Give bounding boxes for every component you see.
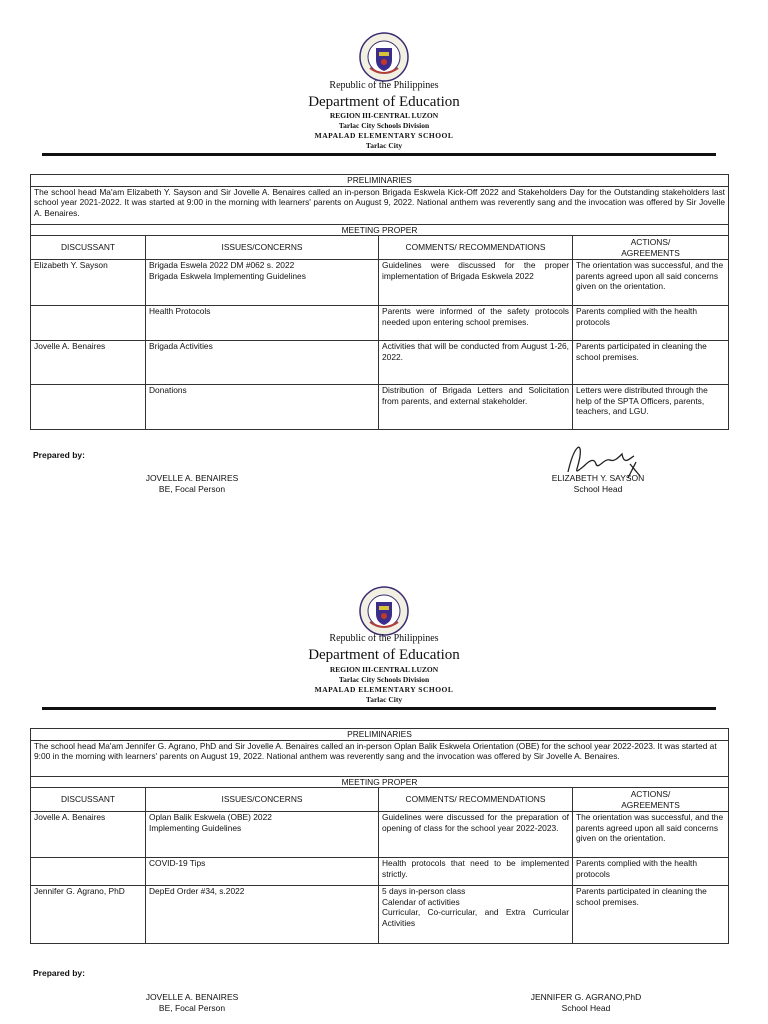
city-line: Tarlac City (365, 695, 403, 704)
prepared-title: BE, Focal Person (158, 484, 226, 494)
col-comments: COMMENTS/ RECOMMENDATIONS (379, 236, 573, 260)
preliminaries-heading: PRELIMINARIES (31, 729, 729, 741)
table-row (31, 341, 729, 385)
school-head-block (486, 992, 686, 1014)
minutes-table-2 (30, 728, 729, 944)
meeting-proper-heading: MEETING PROPER (31, 776, 729, 788)
deped-seal-icon (359, 32, 409, 82)
prepared-by-block (92, 473, 292, 495)
region-line: REGION III-CENTRAL LUZON (329, 111, 439, 120)
col-actions: ACTIONS/ AGREEMENTS (573, 236, 729, 260)
issues-cell: Health Protocols (146, 306, 379, 341)
prepared-title: BE, Focal Person (158, 1003, 226, 1013)
school-head-block (498, 473, 698, 495)
prepared-by-label: Prepared by: (33, 450, 85, 460)
issues-cell: COVID-19 Tips (146, 858, 379, 886)
republic-line: Republic of the Philippines (329, 633, 439, 644)
minutes-table-1 (30, 174, 729, 430)
col-discussant: DISCUSSANT (31, 236, 146, 260)
preliminaries-text: The school head Ma'am Jennifer G. Agrano, PhD and Sir Jovelle A. Benaires called an in-person Oplan Balik Eskwela Orientation (OBE) for the school year 2022-2023. It was started at 9:00 in the morning with learners' parents on August 19, 2022. National anthem was reverently sang and the invocation was offered by Sir Jovelle A. Benaires. (31, 740, 729, 776)
issues-cell: Brigada Eswela 2022 DM #062 s. 2022 Brigada Eskwela Implementing Guidelines (146, 260, 379, 306)
actions-cell: Letters were distributed through the help of the SPTA Officers, parents, teachers, and LGU. (573, 385, 729, 430)
actions-cell: Parents complied with the health protocols (573, 306, 729, 341)
head-name: JENNIFER G. AGRANO,PhD (530, 992, 642, 1002)
republic-line: Republic of the Philippines (329, 80, 439, 91)
table-header-row (31, 236, 729, 260)
prepared-by-label: Prepared by: (33, 968, 85, 978)
discussant-cell (31, 306, 146, 341)
head-name: ELIZABETH Y. SAYSON (551, 473, 645, 483)
col-issues: ISSUES/CONCERNS (146, 236, 379, 260)
table-row (31, 385, 729, 430)
discussant-cell (31, 385, 146, 430)
table-row (31, 306, 729, 341)
region-line: REGION III-CENTRAL LUZON (329, 665, 439, 674)
prepared-name: JOVELLE A. BENAIRES (145, 473, 239, 483)
col-issues: ISSUES/CONCERNS (146, 788, 379, 812)
discussant-cell: Jovelle A. Benaires (31, 812, 146, 858)
actions-cell: The orientation was successful, and the parents agreed upon all said concerns given on the orientation. (573, 260, 729, 306)
table-row (31, 858, 729, 886)
issues-cell: Donations (146, 385, 379, 430)
table-row (31, 260, 729, 306)
actions-cell: Parents participated in cleaning the school premises. (573, 341, 729, 385)
meeting-proper-heading: MEETING PROPER (31, 224, 729, 236)
department-title: Department of Education (308, 647, 460, 663)
col-actions: ACTIONS/ AGREEMENTS (573, 788, 729, 812)
issues-cell: Oplan Balik Eskwela (OBE) 2022 Implementing Guidelines (146, 812, 379, 858)
header-rule (42, 153, 716, 156)
school-line: MAPALAD ELEMENTARY SCHOOL (314, 685, 454, 694)
preliminaries-heading: PRELIMINARIES (31, 175, 729, 187)
comments-cell: Activities that will be conducted from August 1-26, 2022. (379, 341, 573, 385)
division-line: Tarlac City Schools Division (338, 121, 430, 130)
prepared-by-block (92, 992, 292, 1014)
col-discussant: DISCUSSANT (31, 788, 146, 812)
header-rule (42, 707, 716, 710)
table-header-row (31, 788, 729, 812)
comments-cell: Guidelines were discussed for the preparation of opening of class for the school year 2022-2023. (379, 812, 573, 858)
comments-cell: Distribution of Brigada Letters and Solicitation from parents, and external stakeholder. (379, 385, 573, 430)
discussant-cell: Elizabeth Y. Sayson (31, 260, 146, 306)
school-line: MAPALAD ELEMENTARY SCHOOL (314, 131, 454, 140)
division-line: Tarlac City Schools Division (338, 675, 430, 684)
preliminaries-text: The school head Ma'am Elizabeth Y. Sayson and Sir Jovelle A. Benaires called an in-person Brigada Eskwela Kick-Off 2022 and Stakeholders Day for the Outstanding stakeholders last school year 2021-2022. It was started at 9:00 in the morning with learners' parents on August 9, 2022. National anthem was reverently sang and the invocation was offered by Sir Jovelle A. Benaires. (31, 186, 729, 224)
discussant-cell: Jovelle A. Benaires (31, 341, 146, 385)
deped-seal-icon (359, 586, 409, 636)
issues-cell: DepEd Order #34, s.2022 (146, 886, 379, 944)
department-title: Department of Education (308, 94, 460, 110)
head-title: School Head (561, 1003, 611, 1013)
actions-cell: Parents complied with the health protocols (573, 858, 729, 886)
comments-cell: Guidelines were discussed for the proper implementation of Brigada Eskwela 2022 (379, 260, 573, 306)
discussant-cell (31, 858, 146, 886)
city-line: Tarlac City (365, 141, 403, 150)
discussant-cell: Jennifer G. Agrano, PhD (31, 886, 146, 944)
comments-cell: Parents were informed of the safety protocols needed upon entering school premises. (379, 306, 573, 341)
comments-cell: Health protocols that need to be implemented strictly. (379, 858, 573, 886)
table-row (31, 886, 729, 944)
col-comments: COMMENTS/ RECOMMENDATIONS (379, 788, 573, 812)
head-title: School Head (573, 484, 623, 494)
prepared-name: JOVELLE A. BENAIRES (145, 992, 239, 1002)
actions-cell: The orientation was successful, and the parents agreed upon all said concerns given on the orientation. (573, 812, 729, 858)
comments-cell: 5 days in-person class Calendar of activities Curricular, Co-curricular, and Extra Curricular Activities (379, 886, 573, 944)
table-row (31, 812, 729, 858)
issues-cell: Brigada Activities (146, 341, 379, 385)
actions-cell: Parents participated in cleaning the school premises. (573, 886, 729, 944)
